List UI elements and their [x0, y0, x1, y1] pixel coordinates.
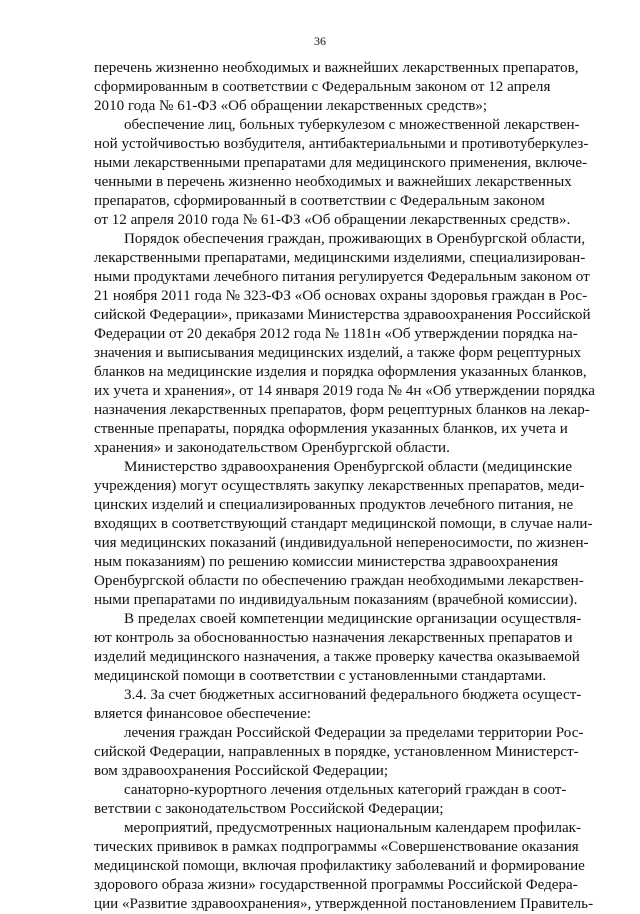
text-line: сформированным в соответствии с Федеральным законом от 12 апреля	[94, 79, 551, 95]
text-line: 3.4. За счет бюджетных ассигнований федерального бюджета осущест-	[124, 687, 582, 703]
text-line: медицинской помощи в соответствии с установленными стандартами.	[94, 668, 547, 684]
text-line: 21 ноября 2011 года № 323-ФЗ «Об основах охраны здоровья граждан в Рос-	[94, 288, 588, 304]
text-line: 2010 года № 61-ФЗ «Об обращении лекарственных средств»;	[94, 98, 488, 114]
page-number: 36	[314, 34, 326, 48]
text-line: Порядок обеспечения граждан, проживающих в Оренбургской области,	[124, 231, 586, 247]
text-line: ют контроль за обоснованностью назначения лекарственных препаратов и	[94, 630, 573, 646]
text-line: Министерство здравоохранения Оренбургской области (медицинские	[124, 459, 573, 475]
text-line: обеспечение лиц, больных туберкулезом с множественной лекарствен-	[124, 117, 580, 133]
text-line: ными продуктами лечебного питания регулируется Федеральным законом от	[94, 269, 590, 285]
text-line: вляется финансовое обеспечение:	[94, 706, 312, 722]
text-line: мероприятий, предусмотренных национальным календарем профилак-	[124, 820, 582, 836]
text-line: чия медицинских показаний (индивидуальной непереносимости, по жизнен-	[94, 535, 589, 551]
text-line: лекарственными препаратами, медицинскими изделиями, специализирован-	[94, 250, 586, 266]
text-line: изделий медицинского назначения, а также проверку качества оказываемой	[94, 649, 580, 665]
text-line: Оренбургской области по обеспечению граждан необходимыми лекарствен-	[94, 573, 584, 589]
text-line: препаратов, сформированный в соответствии с Федеральным законом	[94, 193, 545, 209]
text-line: бланков на медицинские изделия и порядка оформления указанных бланков,	[94, 364, 587, 380]
text-line: вом здравоохранения Российской Федерации;	[94, 763, 389, 779]
text-line: цинских изделий и специализированных продуктов лечебного питания, не	[94, 497, 574, 513]
text-line: ветствии с законодательством Российской Федерации;	[94, 801, 444, 817]
text-line: лечения граждан Российской Федерации за пределами территории Рос-	[124, 725, 584, 741]
text-line: перечень жизненно необходимых и важнейших лекарственных препаратов,	[94, 60, 579, 76]
text-line: сийской Федерации, направленных в порядке, установленном Министерст-	[94, 744, 579, 760]
text-line: ными препаратами по индивидуальным показаниям (врачебной комиссии).	[94, 592, 578, 608]
text-line: ными лекарственными препаратами для медицинского применения, включе-	[94, 155, 588, 171]
text-line: ственные препараты, порядка оформления указанных бланков, их учета и	[94, 421, 568, 437]
text-line: санаторно-курортного лечения отдельных категорий граждан в соот-	[124, 782, 567, 798]
document-body	[94, 59, 595, 914]
text-line: хранения» и законодательством Оренбургской области.	[94, 440, 450, 456]
text-line: сийской Федерации», приказами Министерства здравоохранения Российской	[94, 307, 591, 323]
text-line: учреждения) могут осуществлять закупку лекарственных препаратов, меди-	[94, 478, 585, 494]
text-line: здорового образа жизни» государственной программы Российской Федера-	[94, 877, 578, 893]
text-line: ченными в перечень жизненно необходимых и важнейших лекарственных	[94, 174, 572, 190]
text-line: значения и выписывания медицинских изделий, а также форм рецептурных	[94, 345, 582, 361]
text-line: входящих в соответствующий стандарт медицинской помощи, в случае нали-	[94, 516, 593, 532]
text-line: их учета и хранения», от 14 января 2019 года № 4н «Об утверждении порядка	[94, 383, 595, 399]
text-line: назначения лекарственных препаратов, форм рецептурных бланков на лекар-	[94, 402, 590, 418]
text-line: медицинской помощи, включая профилактику заболеваний и формирование	[94, 858, 585, 874]
text-line: ной устойчивостью возбудителя, антибактериальными и противотуберкулез-	[94, 136, 589, 152]
text-line: В пределах своей компетенции медицинские организации осуществля-	[124, 611, 582, 627]
text-line: тических прививок в рамках подпрограммы «Совершенствование оказания	[94, 839, 579, 855]
text-line: ным показаниям) по решению комиссии министерства здравоохранения	[94, 554, 559, 570]
text-line: Федерации от 20 декабря 2012 года № 1181н «Об утверждении порядка на-	[94, 326, 578, 342]
text-line: от 12 апреля 2010 года № 61-ФЗ «Об обращении лекарственных средств».	[94, 212, 571, 228]
text-line: ции «Развитие здравоохранения», утвержденной постановлением Правитель-	[94, 896, 594, 912]
